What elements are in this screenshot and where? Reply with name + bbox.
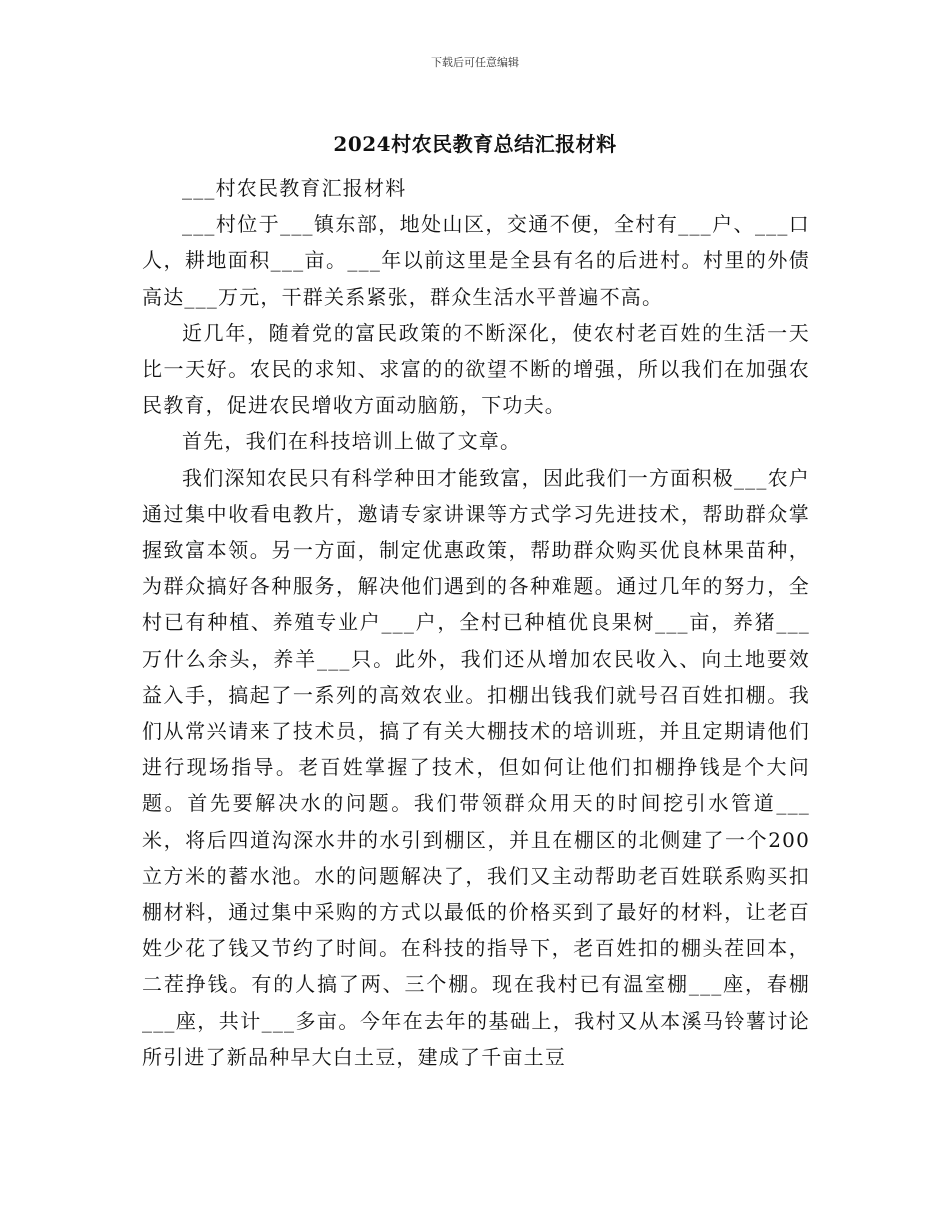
body-paragraph: 我们深知农民只有科学种田才能致富，因此我们一方面积极___农户通过集中收看电教片，邀请专家讲课等方式学习先进技术，帮助群众掌握致富本领。另一方面，制定优惠政策，帮助群众购买优良林果苗种，为群众搞好各种服务，解决他们遇到的各种难题。通过几年的努力，全村已有种植、养殖专业户___户，全村已种植优良果树___亩，养猪___万什么余头，养羊___只。此外，我们还从增加农民收入、向土地要效益入手，搞起了一系列的高效农业。扣棚出钱我们就号召百姓扣棚。我们从常兴请来了技术员，搞了有关大棚技术的培训班，并且定期请他们进行现场指导。老百姓掌握了技术，但如何让他们扣棚挣钱是个大问题。首先要解决水的问题。我们带领群众用天的时间挖引水管道___米，将后四道沟深水井的水引到棚区，并且在棚区的北侧建了一个200立方米的蓄水池。水的问题解决了，我们又主动帮助老百姓联系购买扣棚材料，通过集中采购的方式以最低的价格买到了最好的材料，让老百姓少花了钱又节约了时间。在科技的指导下，老百姓扣的棚头茬回本，二茬挣钱。有的人搞了两、三个棚。现在我村已有温室棚___座，春棚___座，共计___多亩。今年在去年的基础上，我村又从本溪马铃薯讨论所引进了新品种早大白土豆，建成了千亩土豆 xyxy=(142,465,810,1069)
body-paragraph: ___村农民教育汇报材料 xyxy=(182,176,407,200)
header-note: 下载后可任意编辑 xyxy=(431,56,519,69)
document-body xyxy=(142,170,810,1075)
body-paragraph: ___村位于___镇东部，地处山区，交通不便，全村有___户、___口人，耕地面积___亩。___年以前这里是全县有名的后进村。村里的外债高达___万元，干群关系紧张，群众生活水平普遍不高。 xyxy=(142,212,810,309)
body-paragraph: 近几年，随着党的富民政策的不断深化，使农村老百姓的生活一天比一天好。农民的求知、求富的的欲望不断的增强，所以我们在加强农民教育，促进农民增收方面动脑筋，下功夫。 xyxy=(142,320,810,418)
body-paragraph: 首先，我们在科技培训上做了文章。 xyxy=(182,429,522,454)
document-title: 2024村农民教育总结汇报材料 xyxy=(333,132,617,156)
